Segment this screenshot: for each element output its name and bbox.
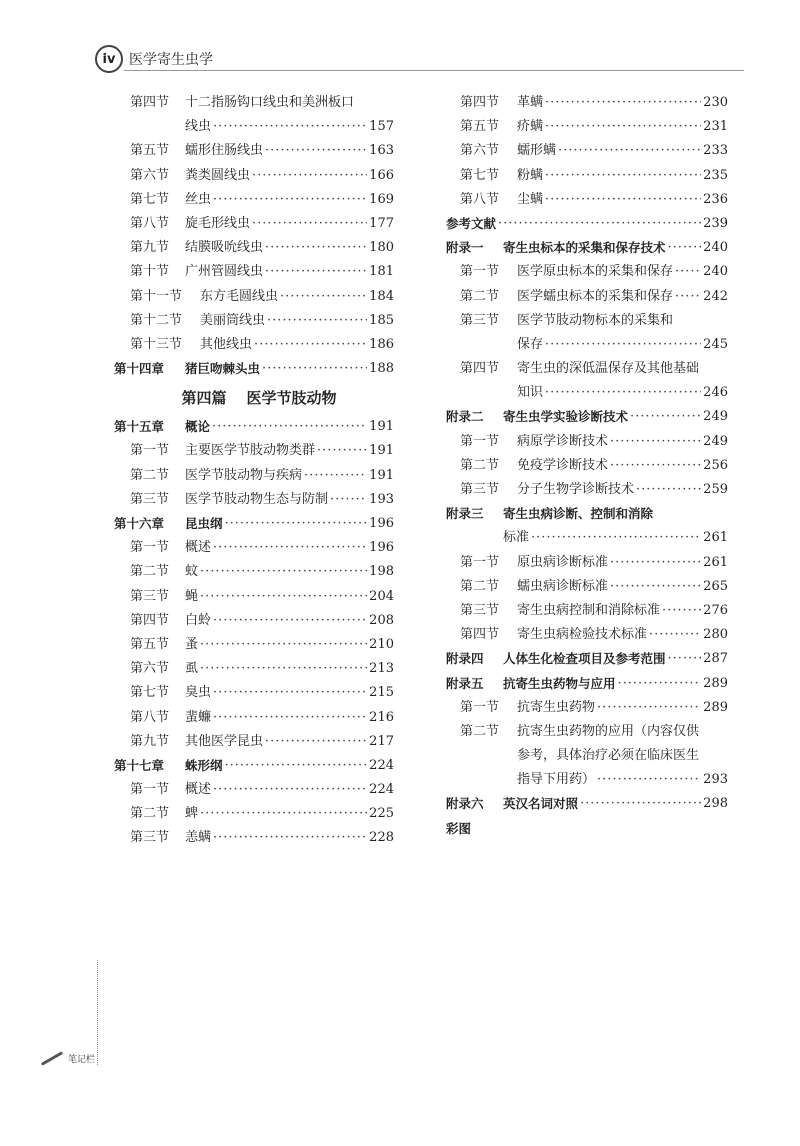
entry-page-number: 293 [703, 772, 728, 788]
entry-title: 医学节肢动物与疾病 [185, 467, 303, 483]
entry-title: 寄生虫病检验技术标准 [517, 627, 648, 643]
entry-number: 附录五 [446, 675, 484, 691]
toc-entry[interactable] [114, 512, 394, 536]
toc-entry[interactable] [446, 381, 728, 405]
entry-number: 第十节 [130, 264, 170, 280]
toc-entry[interactable] [114, 115, 394, 139]
toc-entry[interactable] [114, 285, 394, 309]
toc-entry[interactable] [446, 672, 728, 696]
entry-number: 第一节 [130, 540, 170, 556]
entry-title: 寄生虫病控制和消除标准 [517, 602, 661, 618]
entry-title: 病原学诊断技术 [517, 433, 609, 449]
entry-page-number: 245 [703, 336, 728, 352]
entry-number: 附录三 [446, 506, 484, 522]
part-heading [114, 381, 394, 415]
book-title: 医学寄生虫学 [129, 52, 213, 68]
entry-title: 原虫病诊断标准 [517, 554, 609, 570]
entry-number: 第八节 [130, 709, 170, 725]
entry-title: 指导下用药） [517, 772, 596, 788]
entry-title: 寄生虫学实验诊断技术 [503, 409, 629, 425]
entry-title: 结膜吸吮线虫 [185, 240, 264, 256]
entry-number: 附录二 [446, 409, 484, 425]
leader-dots [558, 139, 701, 163]
entry-number: 第十四章 [114, 361, 165, 377]
leader-dots [213, 188, 367, 212]
entry-page-number: 242 [703, 288, 728, 304]
entry-title: 粉螨 [517, 167, 544, 183]
entry-number: 第十三节 [130, 336, 183, 352]
entry-number: 第九节 [130, 733, 170, 749]
toc-entry[interactable] [114, 333, 394, 357]
leader-dots [280, 285, 367, 309]
toc-entry[interactable] [114, 706, 394, 730]
entry-number: 第二节 [460, 457, 500, 473]
leader-dots [213, 609, 367, 633]
entry-page-number: 215 [369, 685, 394, 701]
leader-dots [265, 730, 367, 754]
entry-title: 参考，具体治疗必须在临床医生 [517, 748, 700, 764]
leader-dots [200, 585, 367, 609]
leader-dots [545, 115, 701, 139]
toc-entry[interactable] [114, 164, 394, 188]
leader-dots [213, 115, 367, 139]
entry-title: 虱 [185, 661, 199, 677]
toc-entry[interactable] [114, 357, 394, 381]
entry-number: 附录四 [446, 651, 484, 667]
leader-dots [675, 260, 701, 284]
toc-entry[interactable] [114, 657, 394, 681]
leader-dots [267, 309, 367, 333]
toc-entry[interactable] [446, 696, 728, 720]
leader-dots [200, 633, 367, 657]
leader-dots [630, 405, 701, 429]
toc-entry[interactable] [446, 817, 728, 841]
entry-number: 第九节 [130, 240, 170, 256]
toc-entry[interactable] [446, 575, 728, 599]
entry-number: 第十六章 [114, 516, 165, 531]
entry-number: 第二节 [460, 288, 500, 304]
entry-title: 英汉名词对照 [503, 796, 579, 812]
entry-number: 第十七章 [114, 757, 165, 773]
entry-number: 第五节 [130, 143, 170, 159]
leader-dots [545, 91, 701, 115]
entry-page-number: 289 [703, 675, 728, 691]
leader-dots [225, 512, 368, 536]
entry-page-number: 184 [369, 288, 394, 304]
entry-title: 抗寄生虫药物的应用（内容仅供 [517, 723, 700, 739]
toc-entry[interactable] [446, 91, 728, 115]
leader-dots [252, 164, 367, 188]
leader-dots [262, 357, 367, 381]
toc-entry[interactable] [114, 439, 394, 463]
entry-page-number: 157 [369, 119, 394, 135]
toc-entry[interactable] [114, 236, 394, 260]
entry-number: 第一节 [460, 433, 500, 449]
entry-number: 第十一节 [130, 288, 183, 304]
toc-entry[interactable] [114, 681, 394, 705]
entry-title: 旋毛形线虫 [185, 215, 251, 231]
entry-page-number: 240 [703, 264, 728, 280]
toc-entry[interactable] [114, 609, 394, 633]
entry-number: 第四节 [460, 95, 500, 110]
toc-entry[interactable] [114, 778, 394, 802]
toc-entry[interactable] [114, 91, 394, 115]
entry-number: 第二节 [460, 723, 500, 739]
entry-page-number: 265 [703, 578, 728, 594]
entry-title: 蠕形住肠线虫 [185, 143, 264, 159]
entry-title: 白蛉 [185, 612, 212, 628]
toc-entry[interactable] [446, 357, 728, 381]
entry-number: 第三节 [460, 602, 500, 618]
toc-entry[interactable] [446, 551, 728, 575]
entry-number: 第一节 [460, 264, 500, 280]
leader-dots [213, 536, 367, 560]
leader-dots [545, 188, 701, 212]
entry-title: 概论 [185, 419, 211, 435]
entry-title: 粪类圆线虫 [185, 167, 251, 183]
entry-page-number: 186 [369, 336, 394, 352]
entry-title: 寄生虫病诊断、控制和消除 [503, 506, 654, 522]
leader-dots [265, 139, 367, 163]
entry-page-number: 193 [369, 491, 394, 507]
header-rule [124, 70, 744, 71]
entry-number: 第六节 [460, 143, 500, 159]
entry-number: 第四节 [130, 612, 170, 628]
notes-margin-line [97, 960, 98, 1065]
pen-icon [41, 1051, 63, 1066]
entry-title: 尘螨 [517, 191, 544, 207]
entry-title: 抗寄生虫药物与应用 [503, 675, 616, 691]
entry-page-number: 233 [703, 143, 728, 159]
entry-page-number: 246 [703, 385, 728, 401]
leader-dots [597, 696, 701, 720]
toc-entry[interactable] [114, 826, 394, 850]
entry-number: 第四节 [460, 361, 500, 377]
entry-number: 第三节 [460, 312, 500, 328]
entry-page-number: 261 [703, 554, 728, 570]
toc-left-column [114, 91, 394, 851]
entry-title: 概述 [185, 540, 212, 556]
entry-title: 革螨 [517, 95, 544, 110]
entry-page-number: 177 [369, 215, 394, 231]
entry-title: 蜱 [185, 806, 199, 822]
entry-page-number: 185 [369, 312, 394, 328]
entry-page-number: 213 [369, 661, 394, 677]
toc-entry[interactable] [446, 478, 728, 502]
toc-entry[interactable] [114, 536, 394, 560]
toc-entry[interactable] [114, 754, 394, 778]
entry-number: 第七节 [130, 685, 170, 701]
entry-page-number: 169 [369, 191, 394, 207]
entry-title: 医学节肢动物生态与防制 [185, 491, 329, 507]
entry-page-number: 210 [369, 636, 394, 652]
leader-dots [498, 212, 701, 236]
entry-number: 第十五章 [114, 419, 165, 435]
entry-page-number: 236 [703, 191, 728, 207]
toc-entry[interactable] [114, 464, 394, 488]
entry-number: 第三节 [460, 482, 500, 497]
entry-page-number: 280 [703, 627, 728, 643]
entry-number: 第二节 [130, 564, 170, 580]
entry-title: 参考文献 [446, 215, 497, 231]
entry-page-number: 249 [703, 433, 728, 449]
leader-dots [213, 681, 367, 705]
notes-label [40, 1052, 95, 1065]
leader-dots [636, 478, 701, 502]
toc-entry[interactable] [446, 333, 728, 357]
entry-page-number: 224 [369, 782, 394, 798]
entry-title: 蠕形螨 [517, 143, 557, 159]
entry-title: 线虫 [185, 119, 212, 135]
leader-dots [618, 672, 702, 696]
entry-title: 医学节肢动物标本的采集和 [517, 312, 674, 328]
entry-number: 第八节 [460, 191, 500, 207]
entry-page-number: 188 [369, 361, 394, 377]
entry-page-number: 287 [703, 651, 728, 667]
entry-title: 主要医学节肢动物类群 [185, 443, 316, 459]
toc-entry[interactable] [114, 139, 394, 163]
entry-title: 标准 [503, 530, 530, 546]
entry-page-number: 239 [703, 215, 728, 231]
toc-entry[interactable] [446, 526, 728, 550]
entry-page-number: 196 [369, 516, 394, 531]
entry-page-number: 256 [703, 457, 728, 473]
entry-title: 疥螨 [517, 119, 544, 135]
leader-dots [610, 575, 701, 599]
toc-entry[interactable] [114, 212, 394, 236]
entry-number: 第五节 [460, 119, 500, 135]
entry-number: 第四节 [460, 627, 500, 643]
toc-entry[interactable] [114, 188, 394, 212]
page-number: iv [95, 45, 123, 73]
entry-page-number: 289 [703, 699, 728, 715]
entry-page-number: 228 [369, 830, 394, 846]
toc-entry[interactable] [446, 405, 728, 429]
entry-number: 第五节 [130, 636, 170, 652]
entry-number: 第二节 [130, 806, 170, 822]
entry-title: 蚊 [185, 564, 199, 580]
leader-dots [212, 415, 367, 439]
part-label: 第四篇 [181, 389, 227, 408]
entry-page-number: 259 [703, 482, 728, 497]
entry-title: 人体生化检查项目及参考范围 [503, 651, 666, 667]
entry-page-number: 166 [369, 167, 394, 183]
entry-page-number: 240 [703, 240, 728, 256]
entry-number: 第七节 [460, 167, 500, 183]
entry-title: 蝇 [185, 588, 199, 604]
entry-title: 蛛形纲 [185, 757, 223, 773]
entry-title: 分子生物学诊断技术 [517, 482, 635, 497]
entry-number: 附录一 [446, 240, 484, 256]
toc-entry[interactable] [446, 768, 728, 792]
entry-title: 东方毛圆线虫 [200, 288, 279, 304]
entry-title: 医学蠕虫标本的采集和保存 [517, 288, 674, 304]
entry-number: 第三节 [130, 588, 170, 604]
entry-page-number: 181 [369, 264, 394, 280]
leader-dots [200, 657, 367, 681]
entry-title: 蚤 [185, 636, 199, 652]
leader-dots [668, 236, 702, 260]
entry-title: 丝虫 [185, 191, 212, 207]
toc-entry[interactable] [114, 488, 394, 512]
leader-dots [580, 792, 701, 816]
entry-page-number: 235 [703, 167, 728, 183]
leader-dots [200, 560, 367, 584]
toc-entry[interactable] [114, 309, 394, 333]
leader-dots [668, 647, 702, 671]
leader-dots [675, 285, 701, 309]
toc-entry[interactable] [446, 792, 728, 816]
notes-label-text: 笔记栏 [68, 1055, 96, 1065]
entry-page-number: 191 [369, 419, 394, 435]
toc-entry[interactable] [446, 164, 728, 188]
leader-dots [649, 623, 701, 647]
leader-dots [610, 551, 701, 575]
entry-page-number: 208 [369, 612, 394, 628]
toc-entry[interactable] [114, 415, 394, 439]
entry-number: 第十二节 [130, 312, 183, 328]
entry-number: 第一节 [130, 443, 170, 459]
entry-title: 昆虫纲 [185, 516, 223, 531]
entry-number: 第七节 [130, 191, 170, 207]
entry-number: 第一节 [130, 782, 170, 798]
leader-dots [225, 754, 368, 778]
leader-dots [265, 236, 367, 260]
leader-dots [662, 599, 701, 623]
toc-entry[interactable] [446, 430, 728, 454]
leader-dots [213, 778, 367, 802]
toc-entry[interactable] [114, 633, 394, 657]
entry-page-number: 217 [369, 733, 394, 749]
entry-page-number: 298 [703, 796, 728, 812]
entry-number: 第四节 [130, 95, 170, 110]
entry-page-number: 191 [369, 443, 394, 459]
entry-number: 第二节 [460, 578, 500, 594]
entry-page-number: 249 [703, 409, 728, 425]
entry-title: 概述 [185, 782, 212, 798]
entry-title: 保存 [517, 336, 544, 352]
toc-entry[interactable] [446, 720, 728, 744]
entry-page-number: 196 [369, 540, 394, 556]
leader-dots [545, 333, 701, 357]
entry-title: 恙螨 [185, 830, 212, 846]
entry-title: 知识 [517, 385, 544, 401]
toc-entry[interactable] [114, 560, 394, 584]
entry-title: 彩图 [446, 820, 472, 836]
toc-entry[interactable] [446, 212, 728, 236]
entry-title: 臭虫 [185, 685, 212, 701]
entry-number: 第三节 [130, 830, 170, 846]
entry-title: 蠕虫病诊断标准 [517, 578, 609, 594]
entry-page-number: 231 [703, 119, 728, 135]
entry-page-number: 163 [369, 143, 394, 159]
entry-title: 医学原虫标本的采集和保存 [517, 264, 674, 280]
leader-dots [252, 212, 367, 236]
entry-page-number: 216 [369, 709, 394, 725]
entry-page-number: 224 [369, 757, 394, 773]
leader-dots [200, 802, 367, 826]
toc-entry[interactable] [114, 730, 394, 754]
leader-dots [304, 464, 367, 488]
toc-entry[interactable] [114, 585, 394, 609]
entry-title: 十二指肠钩口线虫和美洲板口 [185, 95, 355, 110]
toc-entry[interactable] [446, 309, 728, 333]
toc-entry[interactable] [446, 139, 728, 163]
entry-page-number: 191 [369, 467, 394, 483]
part-title: 医学节肢动物 [246, 389, 337, 408]
leader-dots [317, 439, 367, 463]
toc-entry[interactable] [446, 236, 728, 260]
entry-page-number: 225 [369, 806, 394, 822]
entry-number: 第三节 [130, 491, 170, 507]
toc-entry[interactable] [446, 115, 728, 139]
entry-title: 抗寄生虫药物 [517, 699, 596, 715]
entry-page-number: 276 [703, 602, 728, 618]
entry-number: 第六节 [130, 167, 170, 183]
entry-number: 第六节 [130, 661, 170, 677]
leader-dots [213, 706, 367, 730]
entry-title: 其他医学昆虫 [185, 733, 264, 749]
leader-dots [545, 381, 701, 405]
toc-entry[interactable] [446, 599, 728, 623]
leader-dots [213, 826, 367, 850]
toc-entry[interactable] [446, 260, 728, 284]
leader-dots [330, 488, 367, 512]
toc-entry[interactable] [446, 647, 728, 671]
entry-title: 猪巨吻棘头虫 [185, 361, 261, 377]
toc-entry[interactable] [446, 188, 728, 212]
leader-dots [531, 526, 701, 550]
toc-right-column [446, 91, 728, 841]
toc-entry[interactable] [446, 285, 728, 309]
leader-dots [545, 164, 701, 188]
entry-title: 寄生虫的深低温保存及其他基础 [517, 361, 700, 377]
entry-page-number: 261 [703, 530, 728, 546]
entry-title: 免疫学诊断技术 [517, 457, 609, 473]
entry-title: 美丽筒线虫 [200, 312, 266, 328]
entry-number: 第二节 [130, 467, 170, 483]
leader-dots [254, 333, 367, 357]
toc-entry[interactable] [114, 802, 394, 826]
toc-entry[interactable] [446, 744, 728, 768]
entry-number: 第一节 [460, 554, 500, 570]
toc-entry[interactable] [446, 502, 728, 526]
leader-dots [610, 454, 701, 478]
leader-dots [265, 260, 367, 284]
entry-page-number: 180 [369, 240, 394, 256]
entry-title: 寄生虫标本的采集和保存技术 [503, 240, 666, 256]
entry-title: 蜚蠊 [185, 709, 212, 725]
entry-number: 第八节 [130, 215, 170, 231]
toc-entry[interactable] [114, 260, 394, 284]
leader-dots [610, 430, 701, 454]
entry-title: 其他线虫 [200, 336, 253, 352]
toc-entry[interactable] [446, 623, 728, 647]
leader-dots [597, 768, 701, 792]
entry-number: 第一节 [460, 699, 500, 715]
entry-title: 广州管圆线虫 [185, 264, 264, 280]
entry-page-number: 198 [369, 564, 394, 580]
entry-page-number: 204 [369, 588, 394, 604]
entry-page-number: 230 [703, 95, 728, 110]
entry-number: 附录六 [446, 796, 484, 812]
toc-entry[interactable] [446, 454, 728, 478]
